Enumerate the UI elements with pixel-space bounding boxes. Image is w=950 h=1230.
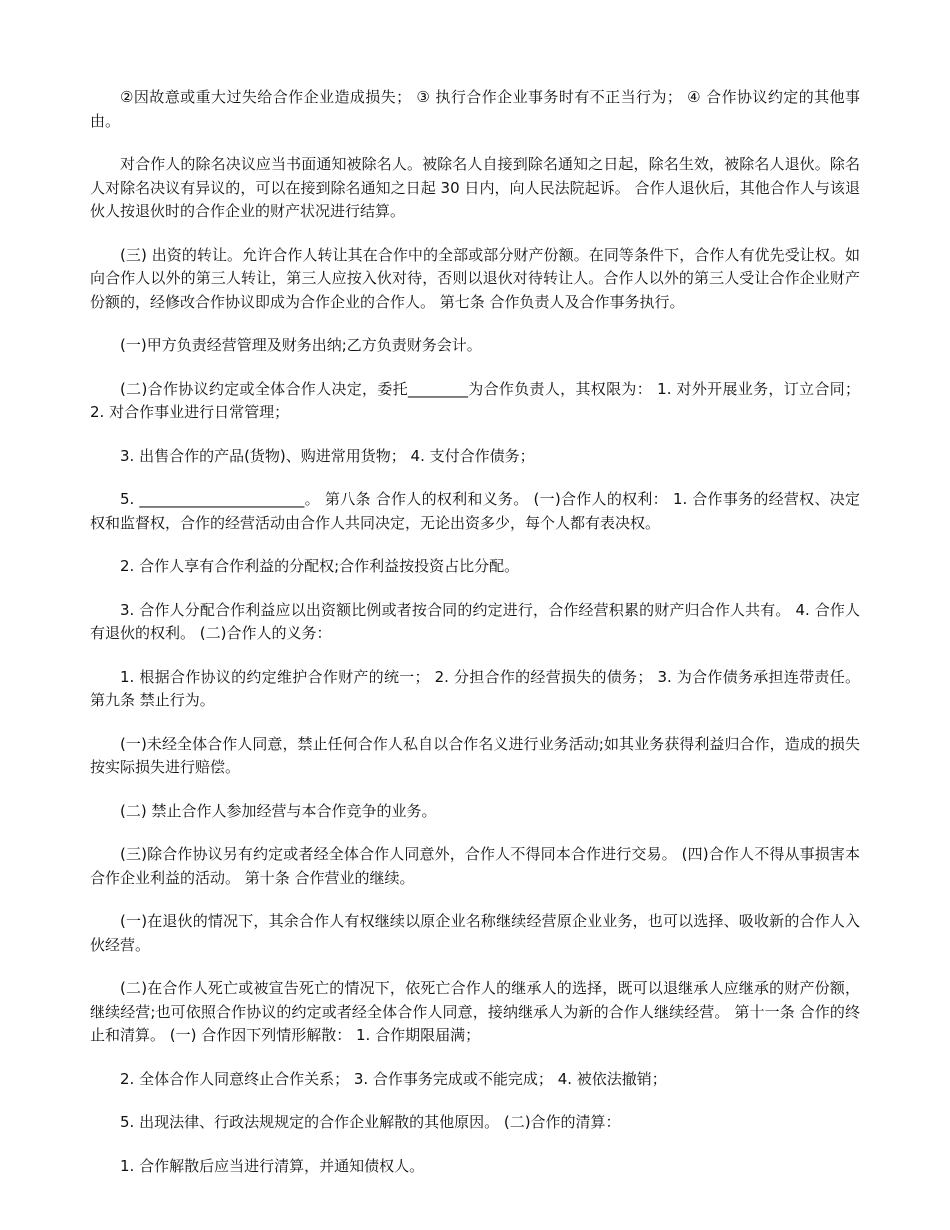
paragraph-10: 1. 根据合作协议的约定维护合作财产的统一； 2. 分担合作的经营损失的债务； 3. 为合作债务承担连带责任。 第九条 禁止行为。 bbox=[90, 667, 860, 709]
paragraph-5: (二)合作协议约定或全体合作人决定，委托________为合作负责人，其权限为： 1. 对外开展业务，订立合同； 2. 对合作事业进行日常管理； bbox=[90, 379, 860, 421]
paragraph-3: (三) 出资的转让。允许合作人转让其在合作中的全部或部分财产份额。在同等条件下，合作人有优先受让权。如向合作人以外的第三人转让，第三人应按入伙对待，否则以退伙对待转让人。合作人以外的第三人受让合作企业财产份额的，经修改合作协议即成为合作企业的合作人。 第七条 合作负责人及合作事务执行。 bbox=[90, 245, 860, 311]
paragraph-12: (二) 禁止合作人参加经营与本合作竞争的业务。 bbox=[120, 801, 437, 820]
paragraph-7: 5. ______________________。 第八条 合作人的权利和义务。 (一)合作人的权利： 1. 合作事务的经营权、决定权和监督权，合作的经营活动由合作人共同决定，无论出资多少，每个人都有表决权。 bbox=[90, 490, 860, 532]
paragraph-4: (一)甲方负责经营管理及财务出纳;乙方负责财务会计。 bbox=[120, 336, 482, 354]
paragraph-6: 3. 出售合作的产品(货物)、购进常用货物； 4. 支付合作债务； bbox=[120, 446, 535, 465]
paragraph-11: (一)未经全体合作人同意，禁止任何合作人私自以合作名义进行业务活动;如其业务获得利益归合作，造成的损失按实际损失进行赔偿。 bbox=[90, 734, 860, 776]
paragraph-16: 2. 全体合作人同意终止合作关系； 3. 合作事务完成或不能完成； 4. 被依法撤销； bbox=[120, 1069, 667, 1088]
paragraph-2: 对合作人的除名决议应当书面通知被除名人。被除名人自接到除名通知之日起，除名生效，被除名人退伙。除名人对除名决议有异议的，可以在接到除名通知之日起 30 日内，向人民法院起诉。 合作人退伙后，其他合作人与该退伙人按退伙时的合作企业的财产状况进行结算。 bbox=[90, 155, 860, 220]
paragraph-14: (一)在退伙的情况下，其余合作人有权继续以原企业名称继续经营原企业业务，也可以选择、吸收新的合作人入伙经营。 bbox=[90, 912, 860, 954]
paragraph-1: ②因故意或重大过失给合作企业造成损失； ③ 执行合作企业事务时有不正当行为； ④ 合作协议约定的其他事由。 bbox=[90, 88, 860, 130]
paragraph-9: 3. 合作人分配合作利益应以出资额比例或者按合同的约定进行，合作经营积累的财产归合作人共有。 4. 合作人有退伙的权利。 (二)合作人的义务： bbox=[90, 600, 860, 642]
document-page bbox=[90, 86, 860, 1198]
paragraph-13: (三)除合作协议另有约定或者经全体合作人同意外，合作人不得同本合作进行交易。 (四)合作人不得从事损害本合作企业利益的活动。 第十条 合作营业的继续。 bbox=[90, 845, 860, 887]
paragraph-15: (二)在合作人死亡或被宣告死亡的情况下，依死亡合作人的继承人的选择，既可以退继承人应继承的财产份额，继续经营;也可依照合作协议的约定或者经全体合作人同意，接纳继承人为新的合作人继续经营。 第十一条 合作的终止和清算。 (一) 合作因下列情形解散： 1. 合作期限届满； bbox=[90, 979, 860, 1044]
paragraph-8: 2. 合作人享有合作利益的分配权;合作利益按投资占比分配。 bbox=[120, 557, 520, 575]
paragraph-17: 5. 出现法律、行政法规规定的合作企业解散的其他原因。 (二)合作的清算： bbox=[120, 1113, 621, 1131]
paragraph-18: 1. 合作解散后应当进行清算，并通知债权人。 bbox=[120, 1156, 425, 1175]
